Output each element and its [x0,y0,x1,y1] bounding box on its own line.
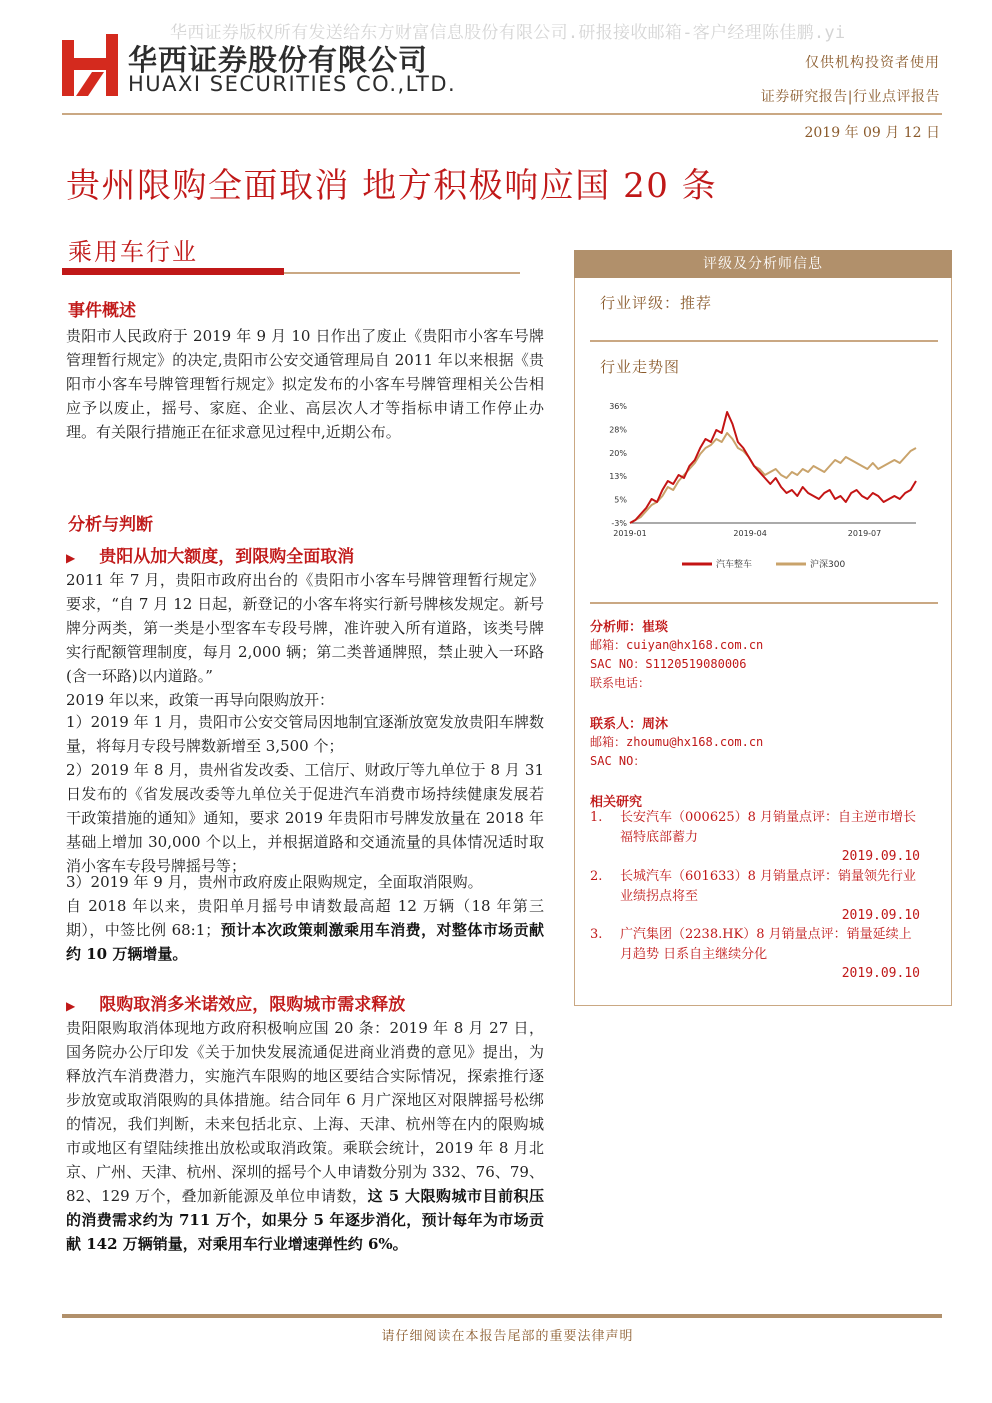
analyst-name: 分析师：崔琰 [590,620,669,635]
header-divider [62,113,942,115]
bullet-triangle-icon: ▶ [66,551,76,565]
related-item-2-title[interactable]: 长城汽车（601633）8 月销量点评：销量领先行业 业绩拐点将至 [620,869,917,904]
related-item-2[interactable] [590,867,920,907]
subsection-1-item2: 2）2019 年 8 月，贵州省发改委、工信厅、财政厅等九单位于 8 月 31 日发布的《省发展改委等九单位关于促进汽车消费市场持续健康发展若干政策措施的通知》通知，要求 2019 年贵阳市号牌发放量在 2018 年基础上增加 30,000 个以上，并根据道路和交通流量的具体情况适时取消小客车专段号牌摇号等； [66,761,544,875]
related-item-2-date: 2019.09.10 [841,908,920,923]
trend-chart [590,396,930,578]
report-date: 2019 年 09 月 12 日 [804,125,940,141]
series-line [630,412,916,523]
contact-name: 联系人：周沐 [590,717,669,732]
subsection-1-item1: 1）2019 年 1 月，贵阳市公安交管局因地制宜逐渐放宽发放贵阳车牌数量，将每月专段号牌数新增至 3,500 个； [66,713,544,755]
report-title: 贵州限购全面取消 地方积极响应国 20 条 [66,166,718,206]
chart-divider [590,602,938,604]
watermark: 华西证券版权所有发送给东方财富信息股份有限公司.研报接收邮箱-客户经理陈佳鹏.yi [170,23,846,43]
related-item-3-date: 2019.09.10 [841,966,920,981]
legal-notice: 请仔细阅读在本报告尾部的重要法律声明 [381,1329,634,1344]
company-name-cn: 华西证券股份有限公司 [128,43,429,77]
x-tick-label: 2019-07 [847,529,882,538]
industry-rating: 行业评级：推荐 [600,294,713,312]
related-item-3[interactable] [590,925,920,965]
subsection-1-heading: ▶ 贵阳从加大额度，到限购全面取消 [66,547,355,567]
subsection-1-text: 2011 年 7 月，贵阳市政府出台的《贵阳市小客车号牌管理暂行规定》要求，“自 7 月 12 日起，新登记的小客车将实行新号牌核发规定。新号牌分两类，第一类是小型客车专段号牌，准许驶入所有道路，该类号牌实行配额管理制度，每月 2,000 辆；第二类普通牌照，禁止驶入一环路(含一环路)以内道路。” [66,571,544,685]
related-item-1-number: 1. [590,810,603,825]
y-tick-label: 20% [609,448,627,458]
subsection-1-bold: 预计本次政策刺激乘用车消费，对整体市场贡献约 10 万辆增量。 [66,921,544,963]
related-item-2-number: 2. [590,869,603,884]
x-tick-label: 2019-04 [733,529,767,538]
contact-sac: SAC NO： [590,754,646,768]
analyst-phone: 联系电话： [590,676,651,690]
report-type: 证券研究报告|行业点评报告 [760,89,940,105]
related-item-3-title[interactable]: 广汽集团（2238.HK）8 月销量点评：销量延续上月趋势 日系自主继续分化 [620,927,912,962]
y-tick-label: 36% [609,402,627,411]
event-heading: 事件概述 [68,301,136,321]
y-tick-label: 5% [614,495,627,505]
related-item-1-date: 2019.09.10 [841,849,920,864]
company-logo [62,34,118,96]
analyst-email: 邮箱：cuiyan@hx168.com.cn [590,638,764,652]
subsection-2-heading: ▶ 限购取消多米诺效应，限购城市需求释放 [66,995,406,1015]
related-research-heading: 相关研究 [590,795,643,810]
rating-divider [590,340,938,342]
industry-underline [62,268,284,275]
subsection-1-conclusion: 自 2018 年以来，贵阳单月摇号申请数最高超 12 万辆（18 年第三期），中签比例 68:1；预计本次政策刺激乘用车消费，对整体市场贡献约 10 万辆增量。 [66,897,544,963]
y-tick-label: -3% [611,519,627,528]
series-line [630,433,916,523]
subsection-1-item3: 3）2019 年 9 月，贵州市政府废止限购规定，全面取消限购。 [66,873,483,891]
x-tick-label: 2019-01 [613,529,647,538]
legend-label: 汽车整车 [716,560,753,570]
subsection-2-bold: 这 5 大限购城市目前积压的消费需求约为 711 万个，如果分 5 年逐步消化，预计每年为市场贡献 142 万辆销量，对乘用车行业增速弹性约 6%。 [66,1187,544,1253]
legend-label: 沪深300 [810,560,846,570]
related-item-1[interactable] [590,808,920,848]
subsection-1-text2: 2019 年以来，政策一再导向限购放开： [66,691,334,709]
bullet-triangle-icon: ▶ [66,999,76,1013]
audience-tagline: 仅供机构投资者使用 [805,55,940,71]
contact-email: 邮箱：zhoumu@hx168.com.cn [590,735,764,749]
sidebar-header: 评级及分析师信息 [574,250,952,278]
subsection-2-text: 贵阳限购取消体现地方政府积极响应国 20 条：2019 年 8 月 27 日，国务院办公厅印发《关于加快发展流通促进商业消费的意见》提出，为释放汽车消费潜力，实施汽车限购的地区要结合实际情况，探索推行逐步放宽或取消限购的具体措施。结合同年 6 月广深地区对限牌摇号松绑的情况，我们判断，未来包括北京、上海、天津、杭州等在内的限购城市或地区有望陆续推出放松或取消政策。乘联会统计，2019 年 8 月北京、广州、天津、杭州、深圳的摇号个人申请数分别为 332、76、79、82、129 万个，叠加新能源及单位申请数，这 5 大限购城市目前积压的消费需求约为 711 万个，如果分 5 年逐步消化，预计每年为市场贡献 142 万辆销量，对乘用车行业增速弹性约 6%。 [66,1019,544,1253]
y-tick-label: 13% [609,472,627,482]
company-name-en: HUAXI SECURITIES CO.,LTD. [128,72,457,96]
trend-chart-title: 行业走势图 [600,358,681,376]
industry-underline-tan [284,272,520,274]
related-item-1-title[interactable]: 长安汽车（000625）8 月销量点评：自主逆市增长 福特底部蓄力 [620,810,917,845]
y-tick-label: 28% [609,425,627,435]
footer-divider [62,1314,942,1318]
analysis-heading: 分析与判断 [68,515,153,535]
analyst-sac: SAC NO：S1120519080006 [590,657,747,671]
industry-label: 乘用车行业 [68,238,198,266]
event-text: 贵阳市人民政府于 2019 年 9 月 10 日作出了废止《贵阳市小客车号牌管理暂行规定》的决定,贵阳市公安交通管理局自 2011 年以来根据《贵阳市小客车号牌管理暂行规定》拟定发布的小客车号牌管理相关公告相应予以废止，摇号、家庭、企业、高层次人才等指标申请工作停止办理。有关限行措施正在征求意见过程中,近期公布。 [66,327,544,441]
related-item-3-number: 3. [590,927,603,942]
